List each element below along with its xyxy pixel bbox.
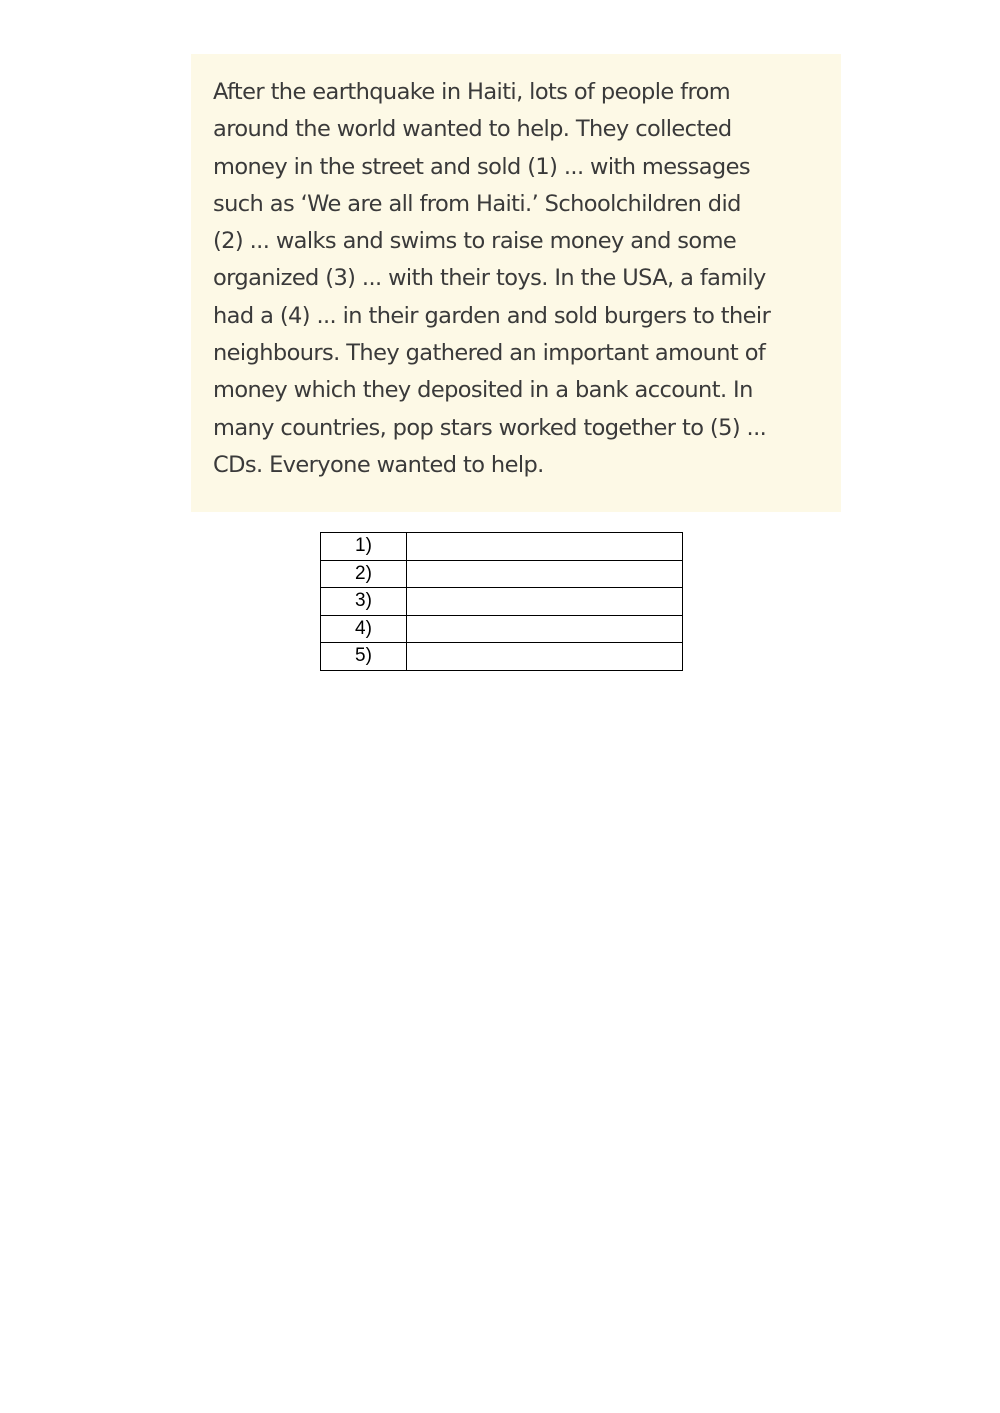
passage-line: (2) ... walks and swims to raise money and some [213, 228, 737, 255]
answer-table [320, 532, 683, 671]
answer-cell [407, 560, 683, 588]
answer-number: 2) [321, 560, 407, 588]
passage-line: such as ‘We are all from Haiti.’ Schoolchildren did [213, 190, 741, 217]
passage-line: many countries, pop stars worked together to (5) ... [213, 414, 767, 441]
answer-number: 3) [321, 588, 407, 616]
table-row [321, 615, 683, 643]
answer-cell [407, 588, 683, 616]
answer-number: 1) [321, 533, 407, 561]
passage-text [213, 74, 833, 484]
passage-line: had a (4) ... in their garden and sold burgers to their [213, 302, 771, 329]
answer-cell [407, 615, 683, 643]
answer-number: 5) [321, 643, 407, 671]
answer-cell [407, 533, 683, 561]
answer-input-5[interactable] [407, 643, 682, 669]
answer-input-3[interactable] [407, 588, 682, 614]
passage-line: After the earthquake in Haiti, lots of people from [213, 79, 731, 105]
passage-line: money in the street and sold (1) ... with messages [213, 153, 750, 180]
table-row [321, 588, 683, 616]
answer-input-2[interactable] [407, 561, 682, 587]
passage-line: neighbours. They gathered an important amount of [213, 340, 766, 367]
passage-line: around the world wanted to help. They collected [213, 116, 732, 143]
answer-number: 4) [321, 615, 407, 643]
answer-input-1[interactable] [407, 533, 682, 559]
passage-line: organized (3) ... with their toys. In the USA, a family [213, 265, 766, 292]
passage-line: money which they deposited in a bank account. In [213, 377, 753, 404]
table-row [321, 533, 683, 561]
answer-input-4[interactable] [407, 616, 682, 642]
passage-line: CDs. Everyone wanted to help. [213, 451, 544, 478]
passage-box [191, 54, 841, 512]
answer-cell [407, 643, 683, 671]
table-row [321, 560, 683, 588]
table-row [321, 643, 683, 671]
